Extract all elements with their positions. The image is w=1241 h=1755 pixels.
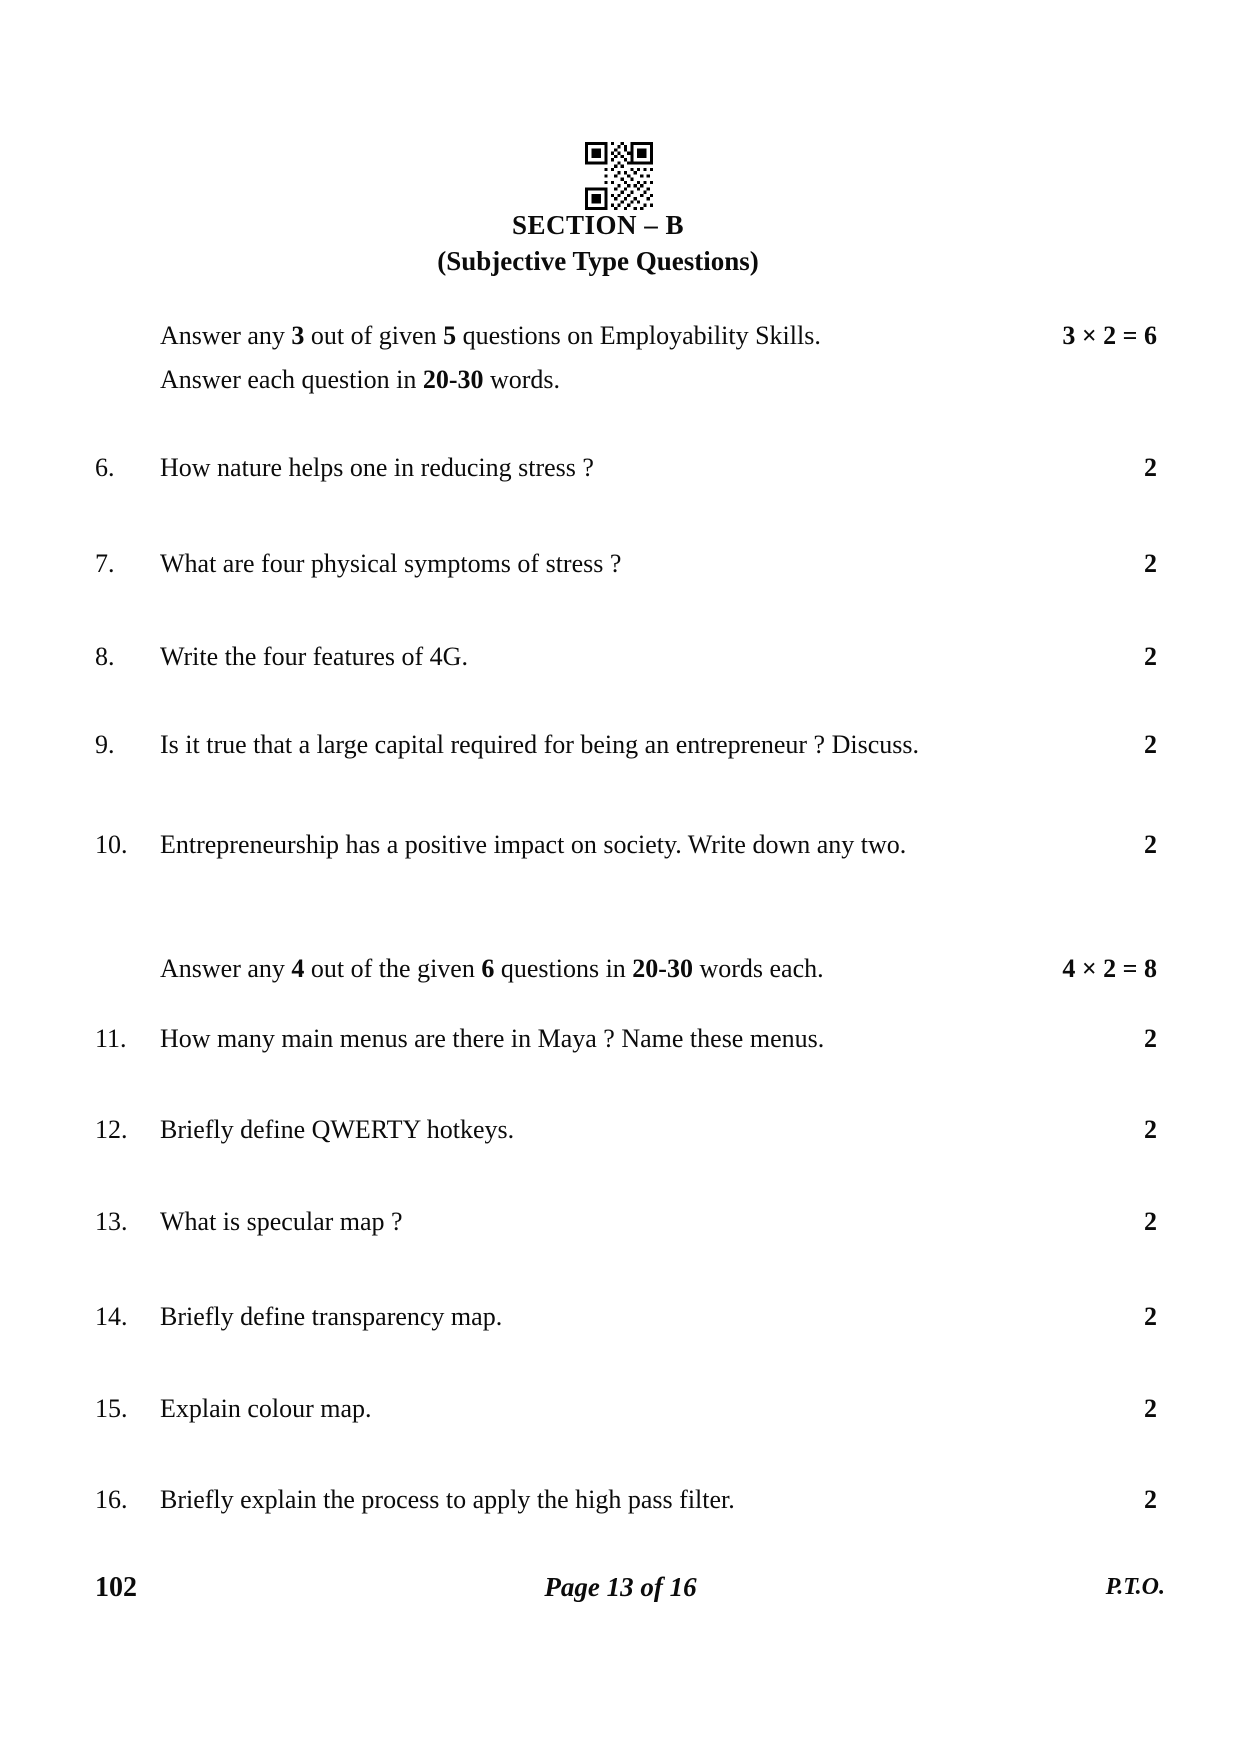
question-number: 15. [95, 1394, 128, 1423]
question-marks: 2 [1144, 1115, 1157, 1144]
question-number: 13. [95, 1207, 128, 1236]
question-text: Briefly define QWERTY hotkeys. [160, 1115, 515, 1144]
question-marks: 2 [1144, 1207, 1157, 1236]
marks-formula: 3 × 2 = 6 [1062, 321, 1157, 350]
question-marks: 2 [1144, 549, 1157, 578]
question-text: Entrepreneurship has a positive impact on society. Write down any two. [160, 830, 907, 859]
question-marks: 2 [1144, 642, 1157, 671]
instruction-text: Answer any 4 out of the given 6 questions in 20-30 words each. [160, 954, 824, 983]
question-row-14 [95, 1301, 1157, 1333]
question-row-16 [95, 1484, 1157, 1516]
question-number: 14. [95, 1302, 128, 1331]
section-title: SECTION – B [511, 210, 685, 240]
footer-page-number: Page 13 of 16 [544, 1572, 697, 1602]
question-number: 10. [95, 830, 128, 859]
question-row-9 [95, 729, 1157, 761]
question-marks: 2 [1144, 1394, 1157, 1423]
instruction-text: Answer any 3 out of given 5 questions on Employability Skills. [160, 321, 821, 350]
question-row-13 [95, 1206, 1157, 1238]
question-row-12 [95, 1114, 1157, 1146]
question-text: What is specular map ? [160, 1207, 403, 1236]
section-subtitle: (Subjective Type Questions) [437, 246, 759, 276]
instruction-text: Answer each question in 20-30 words. [160, 365, 561, 394]
question-number: 16. [95, 1485, 128, 1514]
question-text: How many main menus are there in Maya ? Name these menus. [160, 1024, 825, 1053]
question-row-6 [95, 452, 1157, 484]
question-row-8 [95, 641, 1157, 673]
question-text: What are four physical symptoms of stress ? [160, 549, 622, 578]
question-text: Write the four features of 4G. [160, 642, 468, 671]
question-number: 7. [95, 549, 115, 578]
footer-paper-code: 102 [95, 1572, 137, 1603]
question-marks: 2 [1144, 1302, 1157, 1331]
question-number: 6. [95, 453, 115, 482]
qr-code-icon [585, 142, 653, 210]
question-text: Is it true that a large capital required for being an entrepreneur ? Discuss. [160, 730, 919, 759]
question-text: How nature helps one in reducing stress ? [160, 453, 594, 482]
question-marks: 2 [1144, 1024, 1157, 1053]
question-row-10 [95, 829, 1157, 861]
question-number: 9. [95, 730, 115, 759]
instruction-block2-line1 [160, 953, 1157, 985]
question-marks: 2 [1144, 1485, 1157, 1514]
question-row-15 [95, 1393, 1157, 1425]
question-text: Briefly explain the process to apply the high pass filter. [160, 1485, 735, 1514]
question-text: Explain colour map. [160, 1394, 372, 1423]
question-number: 8. [95, 642, 115, 671]
question-marks: 2 [1144, 453, 1157, 482]
marks-formula: 4 × 2 = 8 [1062, 954, 1157, 983]
question-number: 12. [95, 1115, 128, 1144]
instruction-block1-line2 [160, 364, 1157, 396]
question-marks: 2 [1144, 830, 1157, 859]
instruction-block1-line1 [160, 320, 1157, 352]
question-row-7 [95, 548, 1157, 580]
question-text: Briefly define transparency map. [160, 1302, 503, 1331]
question-row-11 [95, 1023, 1157, 1055]
question-marks: 2 [1144, 730, 1157, 759]
footer-pto: P.T.O. [1105, 1574, 1165, 1600]
question-number: 11. [95, 1024, 127, 1053]
